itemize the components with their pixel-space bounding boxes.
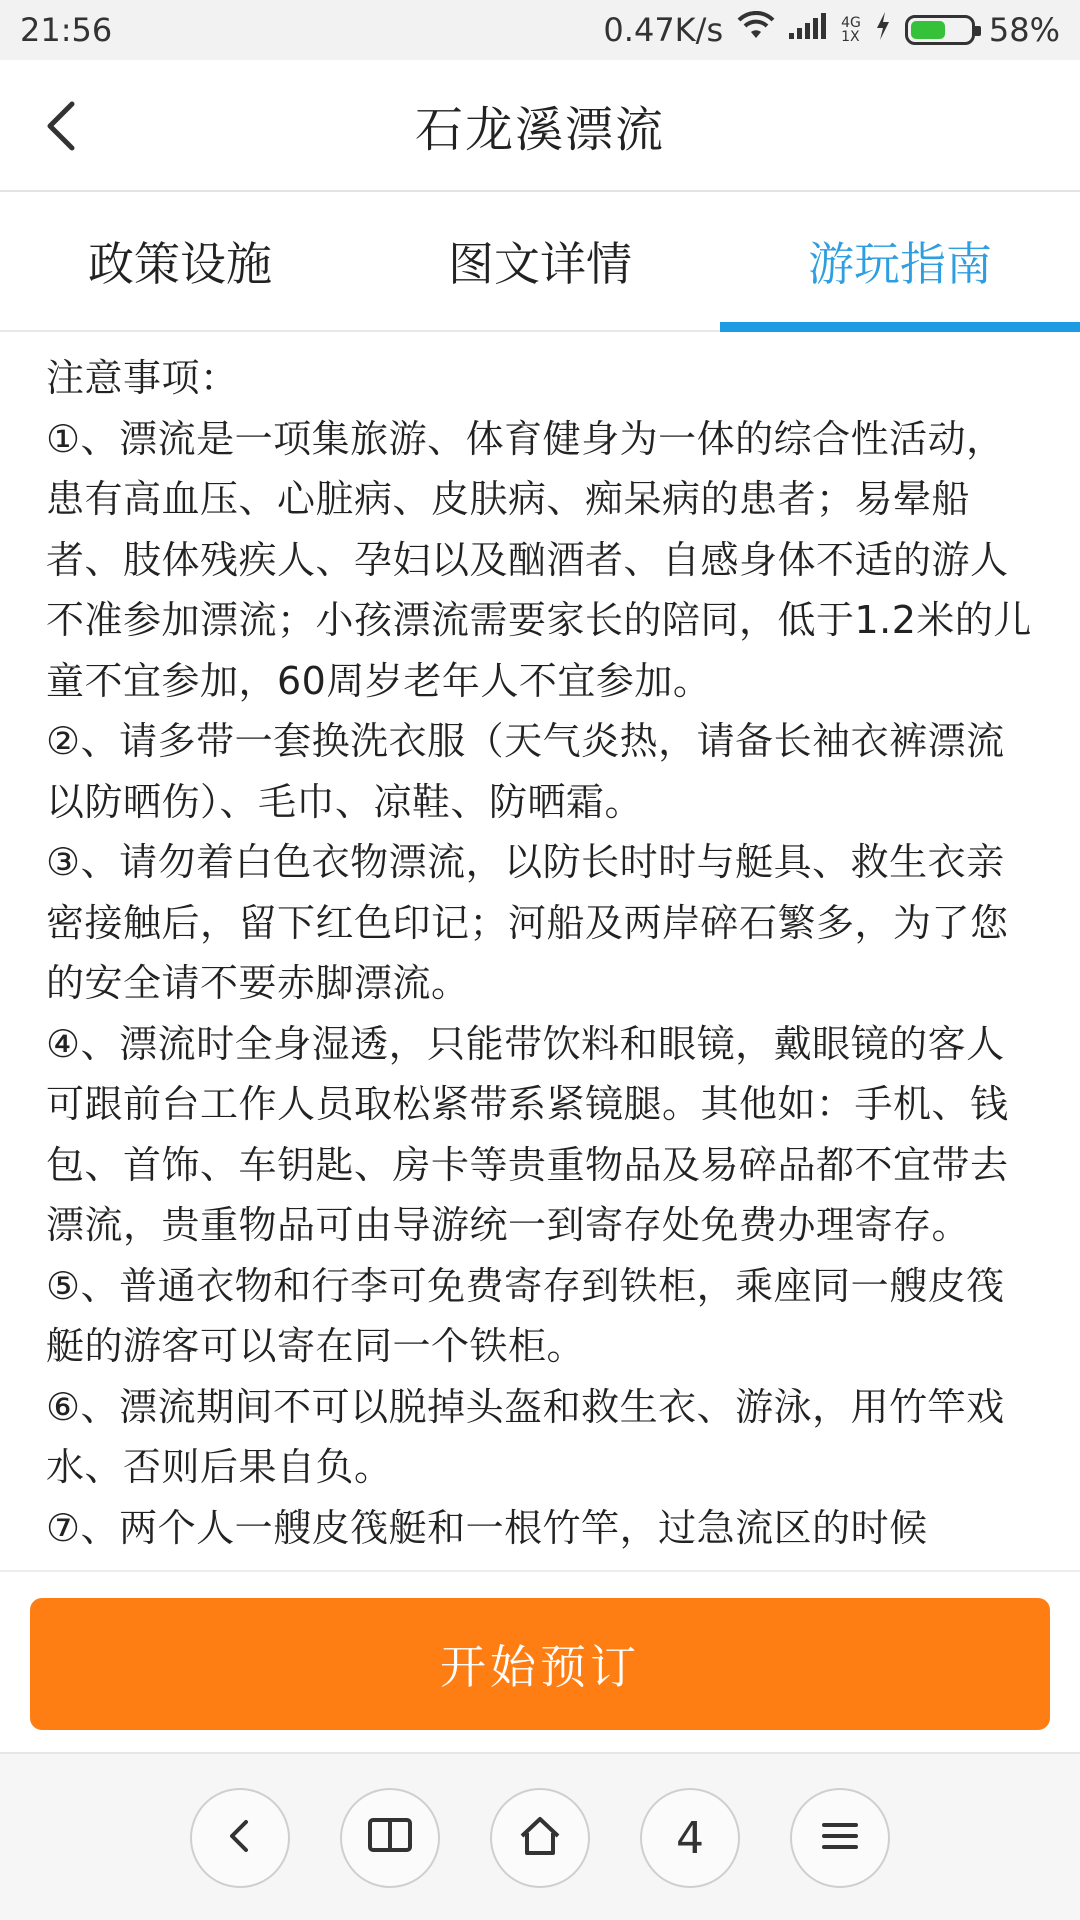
signal-icon [789, 11, 827, 49]
guide-item: ①、漂流是一项集旅游、体育健身为一体的综合性活动，患有高血压、心脏病、皮肤病、痴呆病的患者；易晕船者、肢体残疾人、孕妇以及酗酒者、自感身体不适的游人不准参加漂流；小孩漂流需要家长的陪同，低于1.2米的儿童不宜参加，60周岁老年人不宜参加。 [46, 416, 1032, 703]
guide-item: ②、请多带一套换洗衣服（天气炎热，请备长袖衣裤漂流以防晒伤）、毛巾、凉鞋、防晒霜。 [46, 719, 1005, 824]
app-header [0, 60, 1080, 192]
network-type-top: 4G [841, 15, 861, 31]
network-type-bottom: 1X [841, 29, 860, 45]
tabs-button[interactable] [640, 1788, 740, 1888]
network-type [841, 16, 861, 44]
battery-level [911, 21, 945, 39]
booking-bar [0, 1570, 1080, 1752]
guide-heading: 注意事项： [46, 356, 239, 400]
menu-button[interactable] [790, 1788, 890, 1888]
status-time: 21:56 [20, 11, 113, 49]
guide-content[interactable] [0, 334, 1080, 1570]
battery-percent: 58% [988, 11, 1060, 49]
page-title: 石龙溪漂流 [414, 101, 665, 158]
browser-back-button[interactable] [190, 1788, 290, 1888]
tab-policy-facilities[interactable]: 政策设施 [88, 237, 272, 291]
tab-guide[interactable]: 游玩指南 [720, 192, 1080, 330]
tab-details[interactable]: 图文详情 [448, 237, 632, 291]
home-button[interactable] [490, 1788, 590, 1888]
status-bar [0, 0, 1080, 60]
battery-icon [905, 15, 975, 45]
guide-item: ⑥、漂流期间不可以脱掉头盔和救生衣、游泳，用竹竿戏水、否则后果自负。 [46, 1384, 1005, 1489]
tab-bar [0, 192, 1080, 332]
back-icon [218, 1814, 262, 1862]
network-speed: 0.47K/s [603, 11, 724, 49]
bookmarks-icon [366, 1814, 414, 1862]
bookmarks-button[interactable] [340, 1788, 440, 1888]
wifi-icon [737, 11, 775, 49]
guide-item: ⑦、两个人一艘皮筏艇和一根竹竿，过急流区的时候 [46, 1505, 928, 1550]
back-arrow-icon[interactable] [34, 96, 94, 156]
guide-item: ③、请勿着白色衣物漂流，以防长时时与艇具、救生衣亲密接触后，留下红色印记；河船及两岸碎石繁多，为了您的安全请不要赤脚漂流。 [46, 840, 1009, 1005]
home-icon [516, 1814, 564, 1862]
guide-item: ⑤、普通衣物和行李可免费寄存到铁柜，乘座同一艘皮筏艇的游客可以寄在同一个铁柜。 [46, 1263, 1005, 1368]
start-booking-button[interactable]: 开始预订 [30, 1598, 1050, 1730]
guide-item: ④、漂流时全身湿透，只能带饮料和眼镜，戴眼镜的客人可跟前台工作人员取松紧带系紧镜腿。其他如：手机、钱包、首饰、车钥匙、房卡等贵重物品及易碎品都不宜带去漂流，贵重物品可由导游统一到寄存处免费办理寄存。 [46, 1021, 1009, 1247]
menu-icon [818, 1814, 862, 1862]
browser-nav-bar [0, 1752, 1080, 1920]
status-indicators [603, 11, 1060, 49]
charging-icon [875, 11, 891, 49]
tab-count: 4 [676, 1812, 704, 1864]
